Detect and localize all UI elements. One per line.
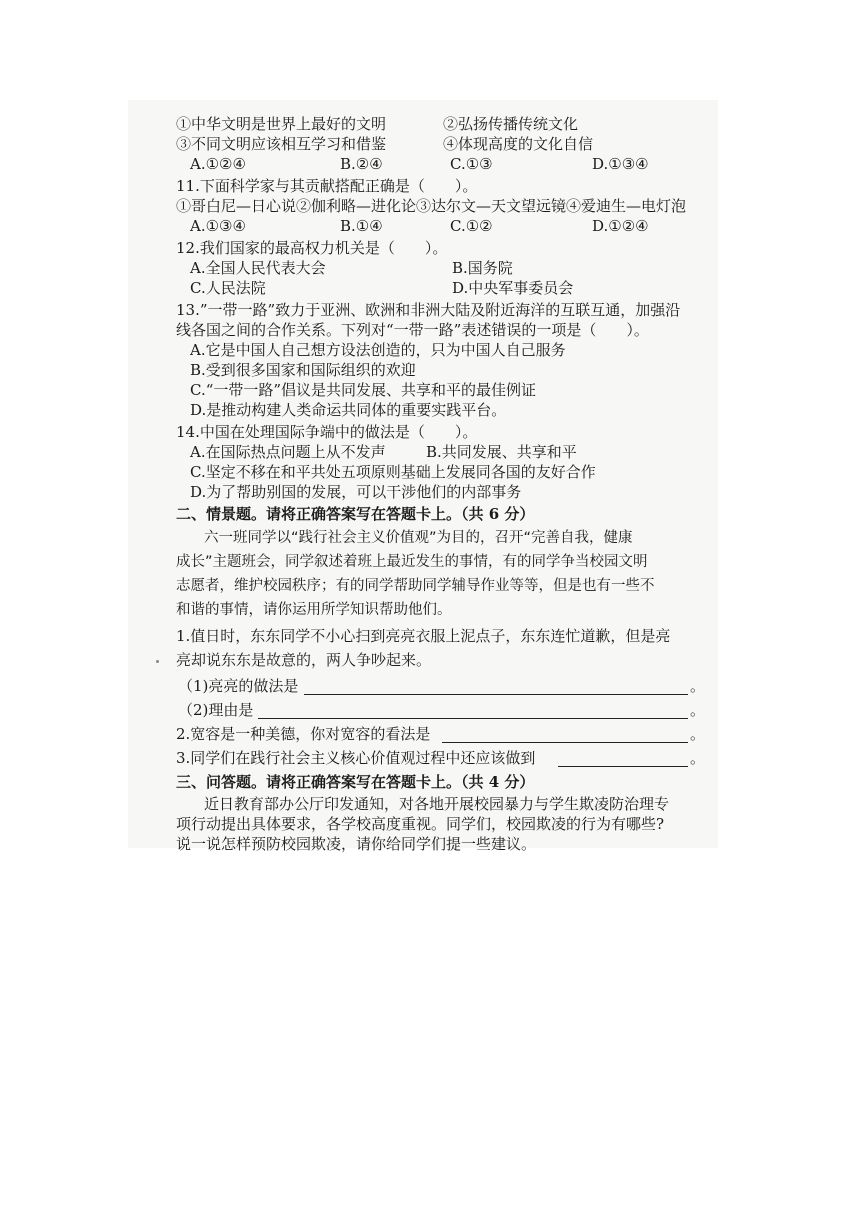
q10-item-3: ③不同文明应该相互学习和借鉴 — [176, 135, 387, 153]
q10-item-4: ④体现高度的文化自信 — [443, 135, 594, 153]
q10-option-c[interactable]: C.①③ — [450, 155, 493, 173]
q12-option-d[interactable]: D.中央军事委员会 — [452, 279, 574, 297]
section-2-intro-line-4: 和谐的事情，请你运用所学知识帮助他们。 — [176, 602, 452, 618]
section-3-line-2: 项行动提出具体要求，各学校高度重视。同学们，校园欺凌的行为有哪些? — [176, 815, 665, 833]
q11-option-a[interactable]: A.①③④ — [190, 217, 246, 235]
s2-q2-period: 。 — [690, 725, 706, 743]
section-3-line-1: 近日教育部办公厅印发通知，对各地开展校园暴力与学生欺凌防治理专 — [204, 795, 670, 813]
q13-stem-line-2: 线各国之间的合作关系。下列对“一带一路”表述错误的一项是（ ）。 — [176, 321, 649, 339]
s2-q1-sub1-label: （1)亮亮的做法是 — [178, 677, 299, 695]
q10-item-1: ①中华文明是世界上最好的文明 — [176, 115, 387, 133]
q14-option-b[interactable]: B.共同发展、共享和平 — [426, 443, 577, 461]
section-3-heading: 三、问答题。请将正确答案写在答题卡上。（共 4 分） — [176, 773, 535, 791]
q13-option-c[interactable]: C.“一带一路”倡议是共同发展、共享和平的最佳例证 — [190, 381, 537, 399]
scan-speck — [156, 660, 159, 663]
q11-option-d[interactable]: D.①②④ — [592, 217, 649, 235]
s2-q1-sub2-label: （2)理由是 — [178, 701, 254, 719]
q11-option-b[interactable]: B.①④ — [340, 217, 383, 235]
q13-option-d[interactable]: D.是推动构建人类命运共同体的重要实践平台。 — [190, 401, 507, 419]
s2-q1-sub1-answer-blank[interactable] — [304, 694, 688, 695]
q10-option-d[interactable]: D.①③④ — [592, 155, 649, 173]
q13-option-b[interactable]: B.受到很多国家和国际组织的欢迎 — [190, 361, 416, 379]
section-3-line-3: 说一说怎样预防校园欺凌，请你给同学们提一些建议。 — [176, 835, 537, 853]
s2-q1-line-2: 亮却说东东是故意的，两人争吵起来。 — [176, 651, 432, 669]
q13-option-a[interactable]: A.它是中国人自己想方设法创造的，只为中国人自己服务 — [190, 341, 566, 359]
q12-option-b[interactable]: B.国务院 — [452, 259, 513, 277]
q13-stem-line-1: 13.”一带一路”致力于亚洲、欧洲和非洲大陆及附近海洋的互联互通，加强沿 — [176, 301, 681, 319]
section-2-heading: 二、情景题。请将正确答案写在答题卡上。（共 6 分） — [176, 505, 535, 523]
q14-option-c[interactable]: C.坚定不移在和平共处五项原则基础上发展同各国的友好合作 — [190, 463, 596, 481]
q11-stem: 11.下面科学家与其贡献搭配正确是（ ）。 — [176, 177, 478, 195]
exam-page — [128, 100, 718, 853]
s2-q2-answer-blank[interactable] — [442, 742, 688, 743]
s2-q2-label: 2.宽容是一种美德，你对宽容的看法是 — [176, 725, 431, 743]
s2-q3-period: 。 — [690, 749, 706, 767]
q14-option-d[interactable]: D.为了帮助别国的发展，可以干涉他们的内部事务 — [190, 483, 522, 501]
q11-items: ①哥白尼—日心说②伽利略—进化论③达尔文—天文望远镜④爱迪生—电灯泡 — [176, 197, 687, 215]
q11-option-c[interactable]: C.①② — [450, 217, 493, 235]
s2-q3-answer-blank[interactable] — [558, 766, 688, 767]
q14-option-a[interactable]: A.在国际热点问题上从不发声 — [190, 443, 386, 461]
q10-option-b[interactable]: B.②④ — [340, 155, 383, 173]
q12-option-a[interactable]: A.全国人民代表大会 — [190, 259, 326, 277]
s2-q3-label: 3.同学们在践行社会主义核心价值观过程中还应该做到 — [176, 749, 536, 767]
s2-q1-sub1-period: 。 — [690, 677, 706, 695]
s2-q1-line-1: 1.值日时，东东同学不小心扫到亮亮衣服上泥点子，东东连忙道歉，但是亮 — [176, 627, 671, 645]
q12-option-c[interactable]: C.人民法院 — [190, 279, 266, 297]
s2-q1-sub2-answer-blank[interactable] — [258, 718, 688, 719]
s2-q1-sub2-period: 。 — [690, 701, 706, 719]
q12-stem: 12.我们国家的最高权力机关是（ ）。 — [176, 239, 448, 257]
q14-stem: 14.中国在处理国际争端中的做法是（ ）。 — [176, 423, 478, 441]
section-2-intro-line-1: 六一班同学以“践行社会主义价值观”为目的，召开“完善自我，健康 — [204, 530, 633, 546]
section-2-intro-line-2: 成长”主题班会，同学叙述着班上最近发生的事情，有的同学争当校园文明 — [176, 554, 648, 570]
section-2-intro-line-3: 志愿者，维护校园秩序；有的同学帮助同学辅导作业等等，但是也有一些不 — [176, 578, 655, 594]
q10-option-a[interactable]: A.①②④ — [190, 155, 246, 173]
q10-item-2: ②弘扬传播传统文化 — [443, 115, 579, 133]
